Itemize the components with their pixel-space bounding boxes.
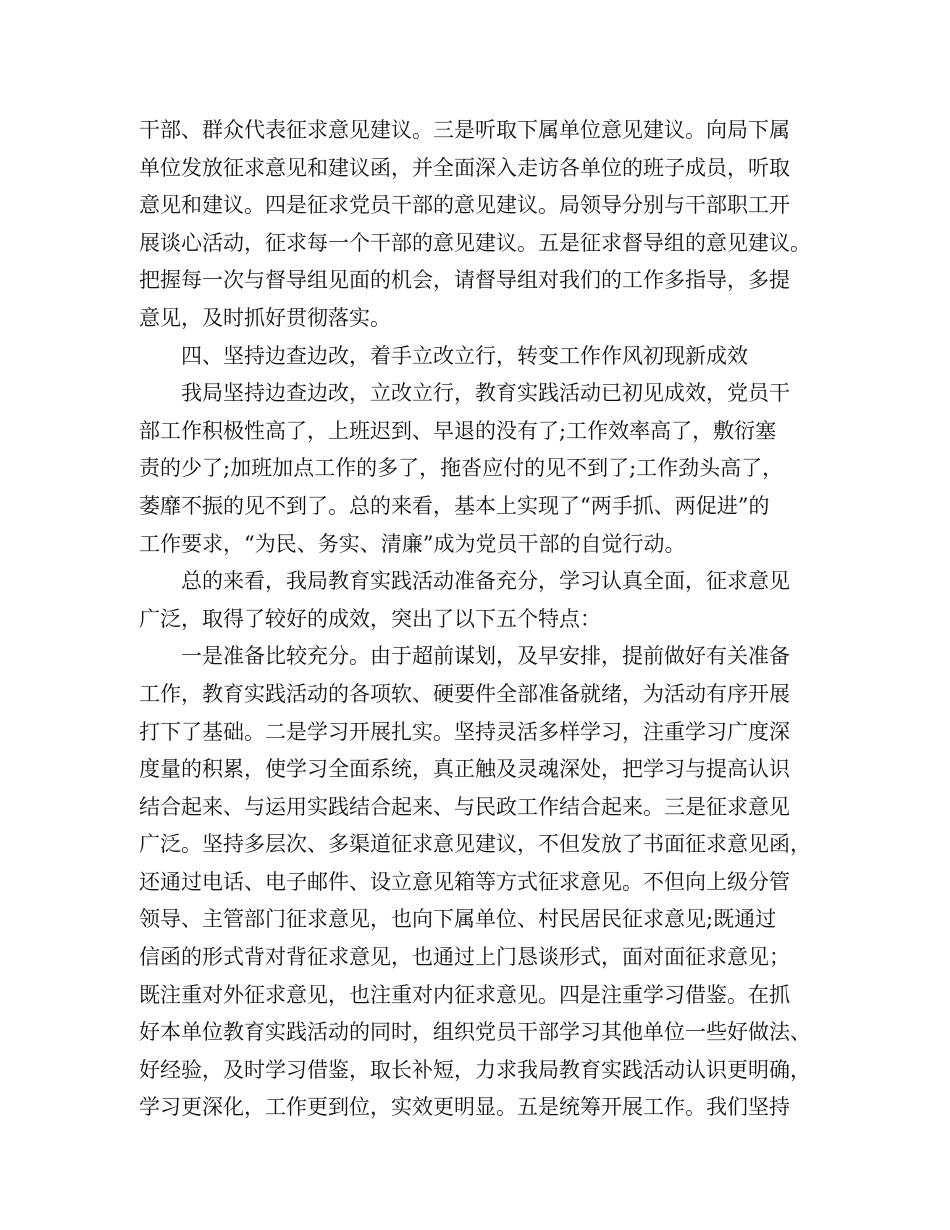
text-line: 信函的形式背对背征求意见，也通过上门恳谈形式，面对面征求意见； xyxy=(139,945,790,970)
text-line: 广泛。坚持多层次、多渠道征求意见建议，不但发放了书面征求意见函， xyxy=(139,832,811,857)
text-line: 好本单位教育实践活动的同时，组织党员干部学习其他单位一些好做法、 xyxy=(139,1020,811,1045)
text-line: 结合起来、与运用实践结合起来、与民政工作结合起来。三是征求意见 xyxy=(139,794,790,819)
document-body xyxy=(139,112,819,1127)
text-line: 意见，及时抓好贯彻落实。 xyxy=(139,305,391,330)
text-line: 萎靡不振的见不到了。总的来看，基本上实现了“两手抓、两促进”的 xyxy=(139,493,770,518)
text-line: 四、坚持边查边改，着手立改立行，转变工作作风初现新成效 xyxy=(181,343,748,368)
text-line: 打下了基础。二是学习开展扎实。坚持灵活多样学习，注重学习广度深 xyxy=(139,719,790,744)
text-line: 既注重对外征求意见，也注重对内征求意见。四是注重学习借鉴。在抓 xyxy=(139,982,790,1007)
text-line: 好经验，及时学习借鉴，取长补短，力求我局教育实践活动认识更明确， xyxy=(139,1057,811,1082)
text-line: 工作，教育实践活动的各项软、硬要件全部准备就绪，为活动有序开展 xyxy=(139,681,790,706)
text-line: 部工作积极性高了，上班迟到、早退的没有了;工作效率高了，敷衍塞 xyxy=(139,418,777,443)
text-line: 把握每一次与督导组见面的机会，请督导组对我们的工作多指导，多提 xyxy=(139,268,790,293)
text-line: 广泛，取得了较好的成效，突出了以下五个特点： xyxy=(139,606,601,631)
text-line: 领导、主管部门征求意见，也向下属单位、村民居民征求意见;既通过 xyxy=(139,907,777,932)
text-line: 学习更深化，工作更到位，实效更明显。五是统筹开展工作。我们坚持 xyxy=(139,1095,790,1120)
text-line: 度量的积累，使学习全面系统，真正触及灵魂深处，把学习与提高认识 xyxy=(139,757,790,782)
text-line: 工作要求，“为民、务实、清廉”成为党员干部的自觉行动。 xyxy=(139,531,686,556)
text-line: 展谈心活动，征求每一个干部的意见建议。五是征求督导组的意见建议。 xyxy=(139,230,811,255)
text-line: 我局坚持边查边改，立改立行，教育实践活动已初见成效，党员干 xyxy=(181,381,790,406)
text-line: 责的少了;加班加点工作的多了，拖沓应付的见不到了;工作劲头高了， xyxy=(139,456,784,481)
text-line: 还通过电话、电子邮件、设立意见箱等方式征求意见。不但向上级分管 xyxy=(139,869,790,894)
text-line: 总的来看，我局教育实践活动准备充分，学习认真全面，征求意见 xyxy=(181,569,790,594)
text-line: 单位发放征求意见和建议函，并全面深入走访各单位的班子成员，听取 xyxy=(139,155,790,180)
text-line: 一是准备比较充分。由于超前谋划，及早安排，提前做好有关准备 xyxy=(181,644,790,669)
text-line: 意见和建议。四是征求党员干部的意见建议。局领导分别与干部职工开 xyxy=(139,193,790,218)
text-line: 干部、群众代表征求意见建议。三是听取下属单位意见建议。向局下属 xyxy=(139,118,790,142)
